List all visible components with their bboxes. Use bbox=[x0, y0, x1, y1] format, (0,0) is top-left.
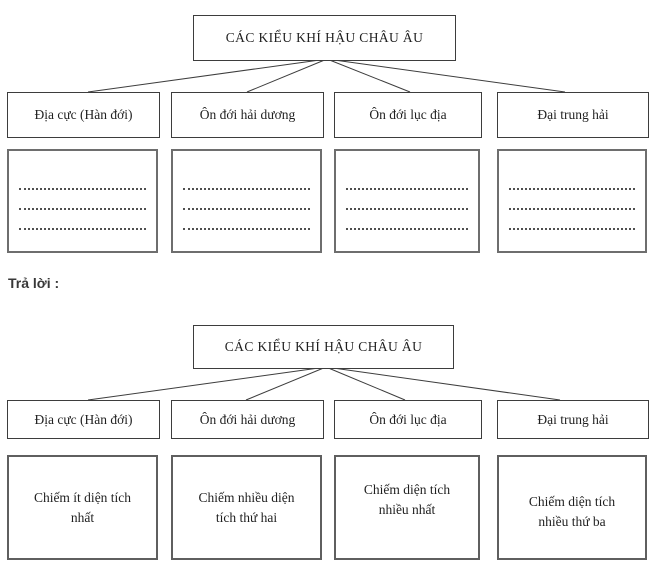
question-diagram-title-box bbox=[193, 15, 456, 61]
answer-section-label: Trả lời : bbox=[8, 275, 60, 291]
category-label: Đại trung hải bbox=[537, 411, 609, 427]
answer-box-dia-cuc bbox=[7, 455, 158, 560]
answer-category-on-doi-hai-duong bbox=[171, 400, 324, 439]
dotted-blank-line bbox=[183, 170, 309, 190]
answer-category-on-doi-luc-dia bbox=[334, 400, 482, 439]
dotted-blank-line bbox=[346, 190, 468, 210]
blank-answer-box-4 bbox=[497, 149, 647, 253]
dotted-blank-line bbox=[19, 190, 145, 210]
dotted-blank-line bbox=[19, 210, 145, 230]
blank-answer-box-2 bbox=[171, 149, 322, 253]
question-category-dia-cuc bbox=[7, 92, 160, 138]
answer-box-on-doi-hai-duong bbox=[171, 455, 322, 560]
blank-answer-box-1 bbox=[7, 149, 158, 253]
question-diagram-title: CÁC KIỂU KHÍ HẬU CHÂU ÂU bbox=[225, 30, 424, 45]
answer-text-line: Chiếm ít diện tích bbox=[33, 489, 132, 505]
answer-category-dai-trung-hai bbox=[497, 400, 649, 439]
dotted-blank-line bbox=[346, 210, 468, 230]
answer-text-line: Chiếm diện tích bbox=[528, 493, 616, 509]
answer-box-dai-trung-hai bbox=[497, 455, 647, 560]
category-label: Địa cực (Hàn đới) bbox=[34, 411, 133, 427]
answer-category-dia-cuc bbox=[7, 400, 160, 439]
dotted-blank-line bbox=[19, 170, 145, 190]
dotted-blank-line bbox=[509, 210, 635, 230]
answer-text-line: nhiều thứ ba bbox=[538, 513, 606, 529]
dotted-blank-line bbox=[509, 190, 635, 210]
question-category-on-doi-hai-duong bbox=[171, 92, 324, 138]
category-label: Ôn đới lục địa bbox=[369, 411, 447, 427]
category-label: Đại trung hải bbox=[537, 107, 609, 122]
question-category-dai-trung-hai bbox=[497, 92, 649, 138]
answer-diagram-title: CÁC KIỂU KHÍ HẬU CHÂU ÂU bbox=[224, 339, 423, 354]
category-label: Ôn đới hải dương bbox=[199, 411, 296, 427]
dotted-blank-line bbox=[183, 190, 309, 210]
answer-diagram-title-box bbox=[193, 325, 454, 369]
dotted-blank-line bbox=[183, 210, 309, 230]
answer-text-line: nhất bbox=[70, 509, 95, 525]
blank-answer-box-3 bbox=[334, 149, 480, 253]
answer-text-line: nhiều nhất bbox=[378, 501, 436, 517]
answer-box-on-doi-luc-dia bbox=[334, 455, 480, 560]
dotted-blank-line bbox=[509, 170, 635, 190]
answer-text-line: tích thứ hai bbox=[215, 509, 278, 525]
category-label: Địa cực (Hàn đới) bbox=[34, 107, 133, 122]
answer-text-line: Chiếm nhiều diện bbox=[198, 489, 295, 505]
category-label: Ôn đới hải dương bbox=[199, 107, 296, 122]
answer-text-line: Chiếm diện tích bbox=[363, 481, 451, 497]
question-category-on-doi-luc-dia bbox=[334, 92, 482, 138]
category-label: Ôn đới lục địa bbox=[369, 107, 447, 122]
dotted-blank-line bbox=[346, 170, 468, 190]
